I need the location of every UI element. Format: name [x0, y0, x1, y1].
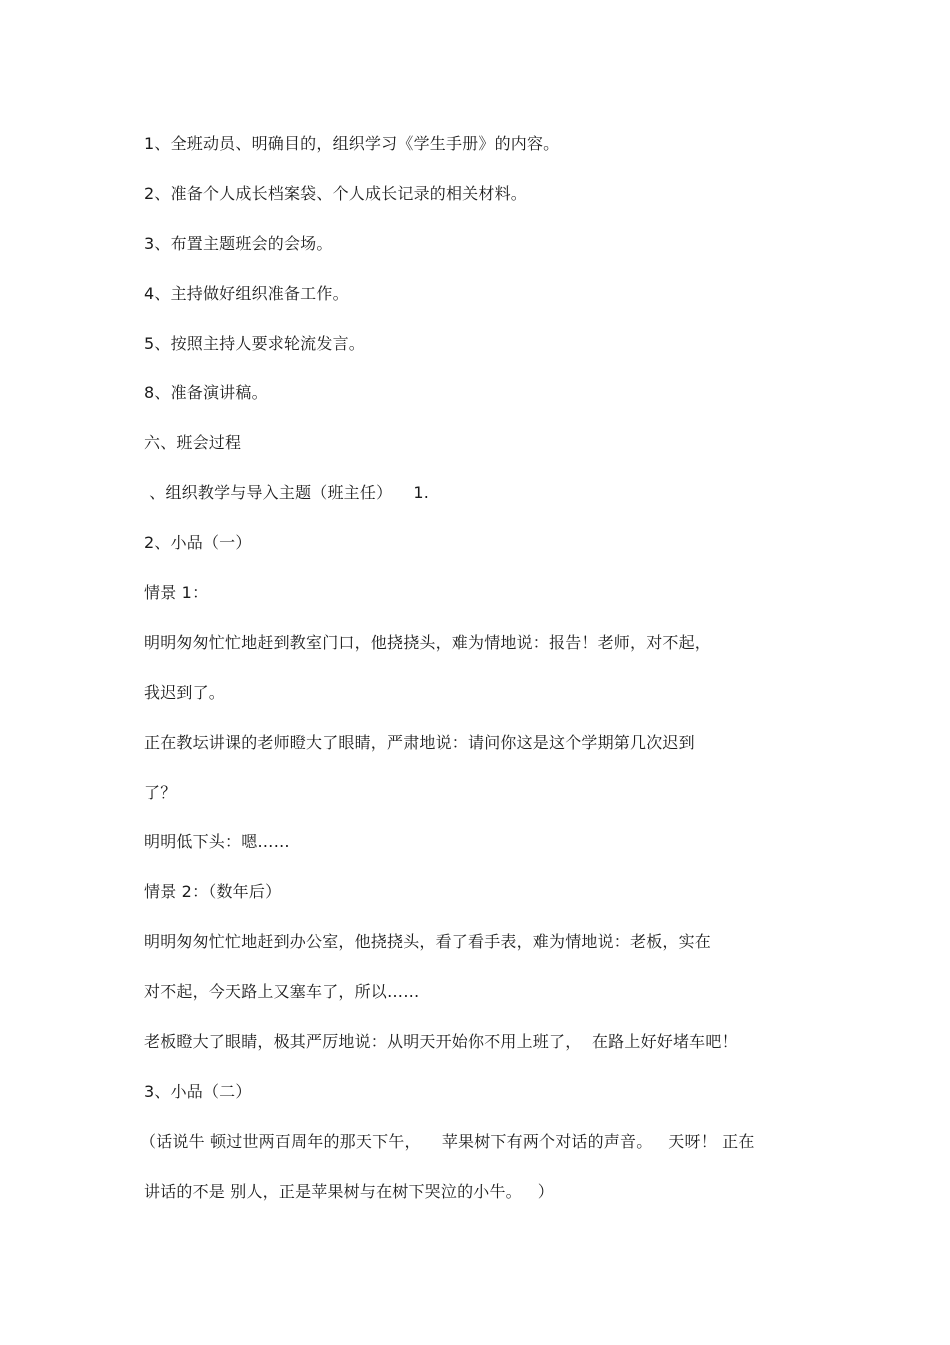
text-line-skit-2-para-a-cont: 讲话的不是 别人，正是苹果树与在树下哭泣的小牛。 ） — [144, 1182, 554, 1201]
text-line-prep-3: 3、布置主题班会的会场。 — [144, 234, 333, 253]
text-line-scene-1-para-b: 正在教坛讲课的老师瞪大了眼睛，严肃地说：请问你这是这个学期第几次迟到 — [144, 733, 695, 752]
text-line-scene-2: 情景 2：（数年后） — [144, 882, 282, 901]
text-line-skit-2: 3、小品（二） — [144, 1082, 252, 1101]
text-line-scene-1-para-c: 明明低下头：嗯…… — [144, 832, 290, 851]
text-line-intro: 、组织教学与导入主题（班主任） 1. — [144, 483, 430, 502]
text-line-skit-1: 2、小品（一） — [144, 533, 252, 552]
text-line-scene-2-para-a-cont: 对不起，今天路上又塞车了，所以…… — [144, 982, 420, 1001]
text-line-scene-1-para-b-cont: 了？ — [144, 783, 177, 802]
text-line-scene-1-para-a: 明明匆匆忙忙地赶到教室门口，他挠挠头，难为情地说：报告！老师，对不起， — [144, 633, 712, 652]
text-line-prep-1: 1、全班动员、明确目的，组织学习《学生手册》的内容。 — [144, 134, 560, 153]
text-line-scene-2-para-b: 老板瞪大了眼睛，极其严厉地说：从明天开始你不用上班了， 在路上好好堵车吧！ — [144, 1032, 738, 1051]
text-line-prep-8: 8、准备演讲稿。 — [144, 383, 268, 402]
text-line-prep-4: 4、主持做好组织准备工作。 — [144, 284, 349, 303]
text-line-prep-2: 2、准备个人成长档案袋、个人成长记录的相关材料。 — [144, 184, 527, 203]
text-line-skit-2-para-a: （话说牛 顿过世两百周年的那天下午， 苹果树下有两个对话的声音。 天呀！ 正在 — [140, 1132, 755, 1151]
text-line-prep-5: 5、按照主持人要求轮流发言。 — [144, 334, 365, 353]
section-heading-process: 六、班会过程 — [144, 433, 242, 452]
text-line-scene-2-para-a: 明明匆匆忙忙地赶到办公室，他挠挠头，看了看手表，难为情地说：老板，实在 — [144, 932, 712, 951]
text-line-scene-1: 情景 1： — [144, 583, 209, 602]
text-line-scene-1-para-a-cont: 我迟到了。 — [144, 683, 226, 702]
